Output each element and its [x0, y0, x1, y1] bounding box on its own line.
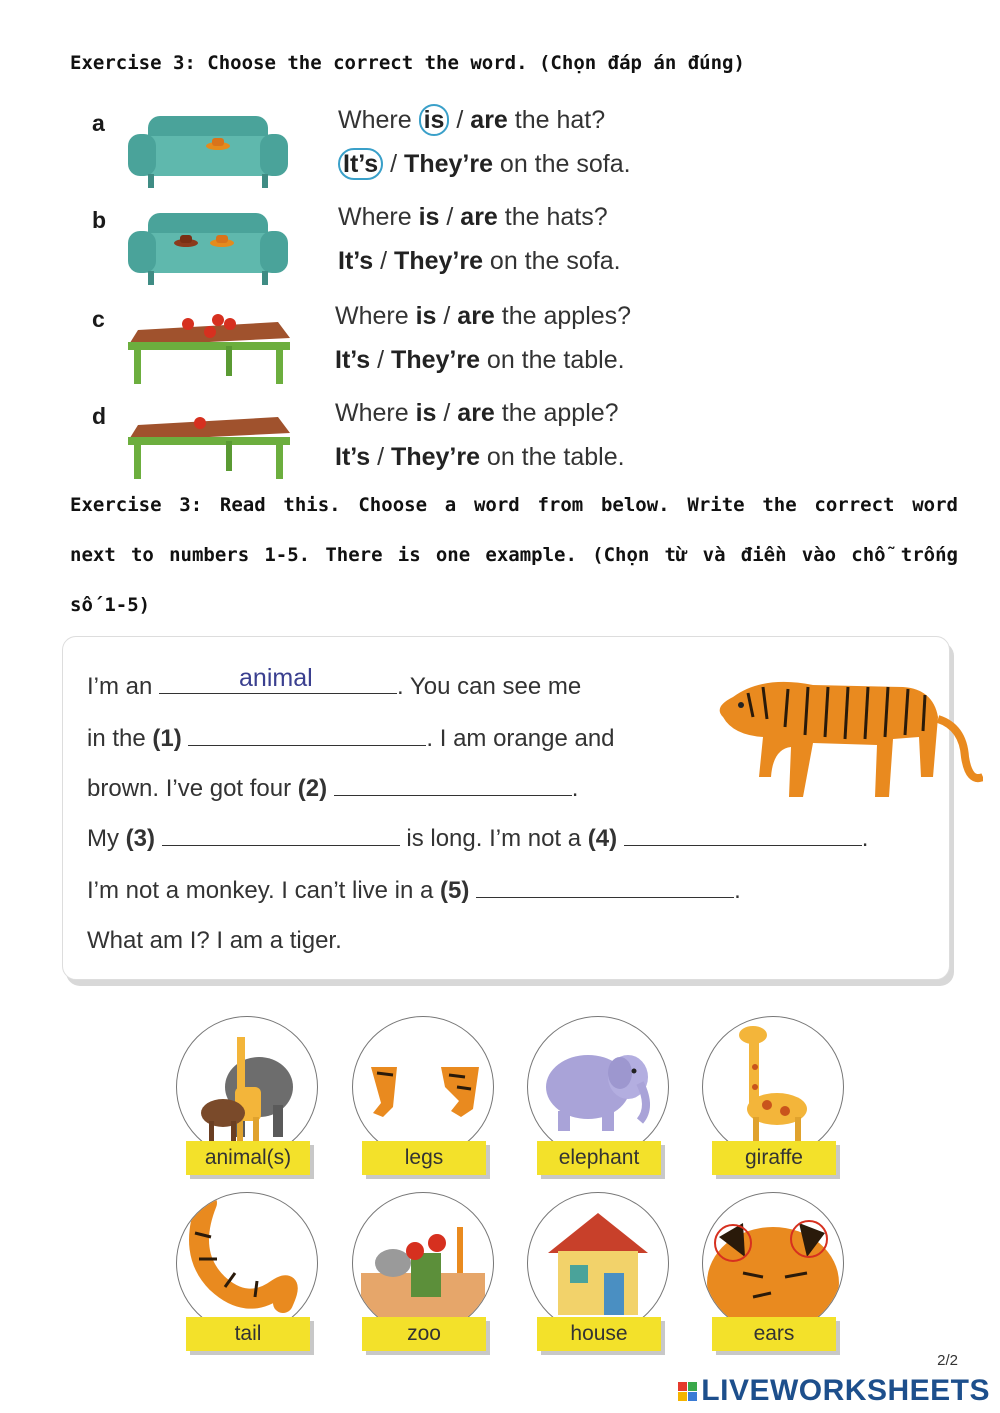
- elephant-picture: [527, 1016, 669, 1158]
- word-label: ears: [712, 1317, 836, 1351]
- number-3: (3): [125, 825, 156, 852]
- number-4: (4): [587, 825, 618, 852]
- option-is[interactable]: is: [415, 302, 437, 330]
- question-text: Where: [338, 106, 419, 134]
- separator: /: [436, 399, 458, 427]
- answer-d: [335, 443, 625, 472]
- word-label: animal(s): [186, 1141, 310, 1175]
- tiger-image: [693, 657, 983, 807]
- word-label: legs: [362, 1141, 486, 1175]
- passage-text: . You can see me: [397, 673, 582, 700]
- option-its[interactable]: It’s: [335, 443, 371, 471]
- number-1: (1): [152, 725, 182, 752]
- option-are[interactable]: are: [457, 399, 495, 427]
- separator: /: [383, 150, 405, 178]
- word-card-ears[interactable]: [702, 1192, 852, 1357]
- option-theyre[interactable]: They’re: [391, 443, 480, 471]
- item-letter: c: [92, 306, 105, 332]
- word-card-animals[interactable]: [176, 1016, 326, 1181]
- option-is-selected[interactable]: is: [419, 104, 450, 136]
- table-with-apple-image: [118, 399, 298, 489]
- item-letter: b: [92, 207, 107, 233]
- answer-blank-5[interactable]: [476, 875, 734, 898]
- passage-line-5: [87, 875, 741, 905]
- answer-a: [338, 150, 631, 179]
- legs-picture: [352, 1016, 494, 1158]
- question-text: Where: [335, 399, 416, 427]
- separator: /: [370, 346, 392, 374]
- word-card-legs[interactable]: [352, 1016, 502, 1181]
- option-are[interactable]: are: [460, 203, 498, 231]
- question-a: [338, 106, 605, 135]
- tail-picture: [176, 1192, 318, 1334]
- question-text: the apples?: [494, 302, 632, 330]
- item-letter: d: [92, 403, 107, 429]
- option-its-selected[interactable]: It’s: [338, 148, 383, 180]
- option-is[interactable]: is: [418, 203, 440, 231]
- word-card-elephant[interactable]: [527, 1016, 677, 1181]
- passage-line-4: [87, 823, 868, 853]
- question-c: [335, 302, 631, 331]
- passage-line-6: What am I? I am a tiger.: [87, 927, 342, 954]
- passage-text: I’m an: [87, 673, 153, 700]
- word-card-giraffe[interactable]: [702, 1016, 852, 1181]
- word-card-house[interactable]: [527, 1192, 677, 1357]
- question-d: [335, 399, 619, 428]
- passage-line-1: [87, 664, 582, 701]
- answer-b: [338, 247, 621, 276]
- answer-text: on the table.: [479, 346, 625, 374]
- item-letter: a: [92, 110, 105, 136]
- option-its[interactable]: It’s: [335, 346, 371, 374]
- answer-c: [335, 346, 625, 375]
- word-card-tail[interactable]: [176, 1192, 326, 1357]
- example-blank: [159, 664, 397, 694]
- answer-text: on the sofa.: [492, 150, 631, 178]
- passage-text: .: [734, 877, 741, 904]
- option-are[interactable]: are: [470, 106, 508, 134]
- house-picture: [527, 1192, 669, 1334]
- passage-text: I’m not a monkey. I can’t live in a: [87, 877, 434, 904]
- answer-blank-4[interactable]: [624, 823, 862, 846]
- passage-text: . I am orange and: [426, 725, 615, 752]
- zoo-picture: [352, 1192, 494, 1334]
- separator: /: [370, 443, 392, 471]
- exercise-row-b: [0, 203, 720, 299]
- passage-text: My: [87, 825, 119, 852]
- exercise-2-heading-line-1: Exercise 3: Read this. Choose a word from below. Write the correct word: [70, 494, 958, 516]
- word-label: house: [537, 1317, 661, 1351]
- exercise-1-heading: Exercise 3: Choose the correct the word. (Chọn đáp án đúng): [70, 52, 745, 74]
- exercise-2-heading-line-3: số 1-5): [70, 594, 151, 616]
- option-theyre[interactable]: They’re: [404, 150, 493, 178]
- question-text: Where: [338, 203, 419, 231]
- question-text: the apple?: [494, 399, 619, 427]
- word-card-zoo[interactable]: [352, 1192, 502, 1357]
- question-text: the hats?: [497, 203, 608, 231]
- answer-text: on the table.: [479, 443, 625, 471]
- answer-text: on the sofa.: [482, 247, 621, 275]
- reading-passage-box: [62, 636, 950, 980]
- option-theyre[interactable]: They’re: [391, 346, 480, 374]
- exercise-row-d: [0, 399, 720, 495]
- option-theyre[interactable]: They’re: [394, 247, 483, 275]
- separator: /: [373, 247, 395, 275]
- exercise-2-heading-line-2: next to numbers 1-5. There is one example. (Chọn từ và điền vào chỗ trống: [70, 544, 958, 566]
- number-2: (2): [297, 775, 328, 802]
- passage-line-3: [87, 773, 578, 803]
- exercise-row-c: [0, 302, 720, 398]
- exercise-row-a: [0, 106, 720, 202]
- passage-text: brown. I’ve got four: [87, 775, 292, 802]
- passage-line-2: [87, 723, 615, 753]
- separator: /: [449, 106, 471, 134]
- answer-blank-2[interactable]: [334, 773, 572, 796]
- question-text: Where: [335, 302, 416, 330]
- liveworksheets-logo: [678, 1374, 990, 1408]
- word-label: giraffe: [712, 1141, 836, 1175]
- logo-icon: [678, 1382, 697, 1401]
- table-with-apples-image: [118, 302, 298, 392]
- page-number: 2/2: [937, 1352, 958, 1369]
- passage-text: in the: [87, 725, 146, 752]
- question-b: [338, 203, 608, 232]
- word-label: zoo: [362, 1317, 486, 1351]
- option-are[interactable]: are: [457, 302, 495, 330]
- separator: /: [436, 302, 458, 330]
- number-5: (5): [440, 877, 470, 904]
- passage-text: .: [861, 825, 869, 852]
- separator: /: [439, 203, 461, 231]
- sofa-with-hats-image: [118, 203, 298, 293]
- answer-blank-1[interactable]: [188, 723, 426, 746]
- option-is[interactable]: is: [415, 399, 437, 427]
- animals-picture: [176, 1016, 318, 1158]
- example-answer: animal: [239, 664, 313, 692]
- option-its[interactable]: It’s: [338, 247, 374, 275]
- word-label: tail: [186, 1317, 310, 1351]
- question-text: the hat?: [507, 106, 606, 134]
- passage-text: is long. I’m not a: [406, 825, 582, 852]
- passage-text: .: [571, 775, 579, 802]
- brand-text: LIVEWORKSHEETS: [701, 1374, 990, 1407]
- ears-picture: [702, 1192, 844, 1334]
- sofa-with-hat-image: [118, 106, 298, 196]
- word-label: elephant: [537, 1141, 661, 1175]
- answer-blank-3[interactable]: [162, 823, 400, 846]
- giraffe-picture: [702, 1016, 844, 1158]
